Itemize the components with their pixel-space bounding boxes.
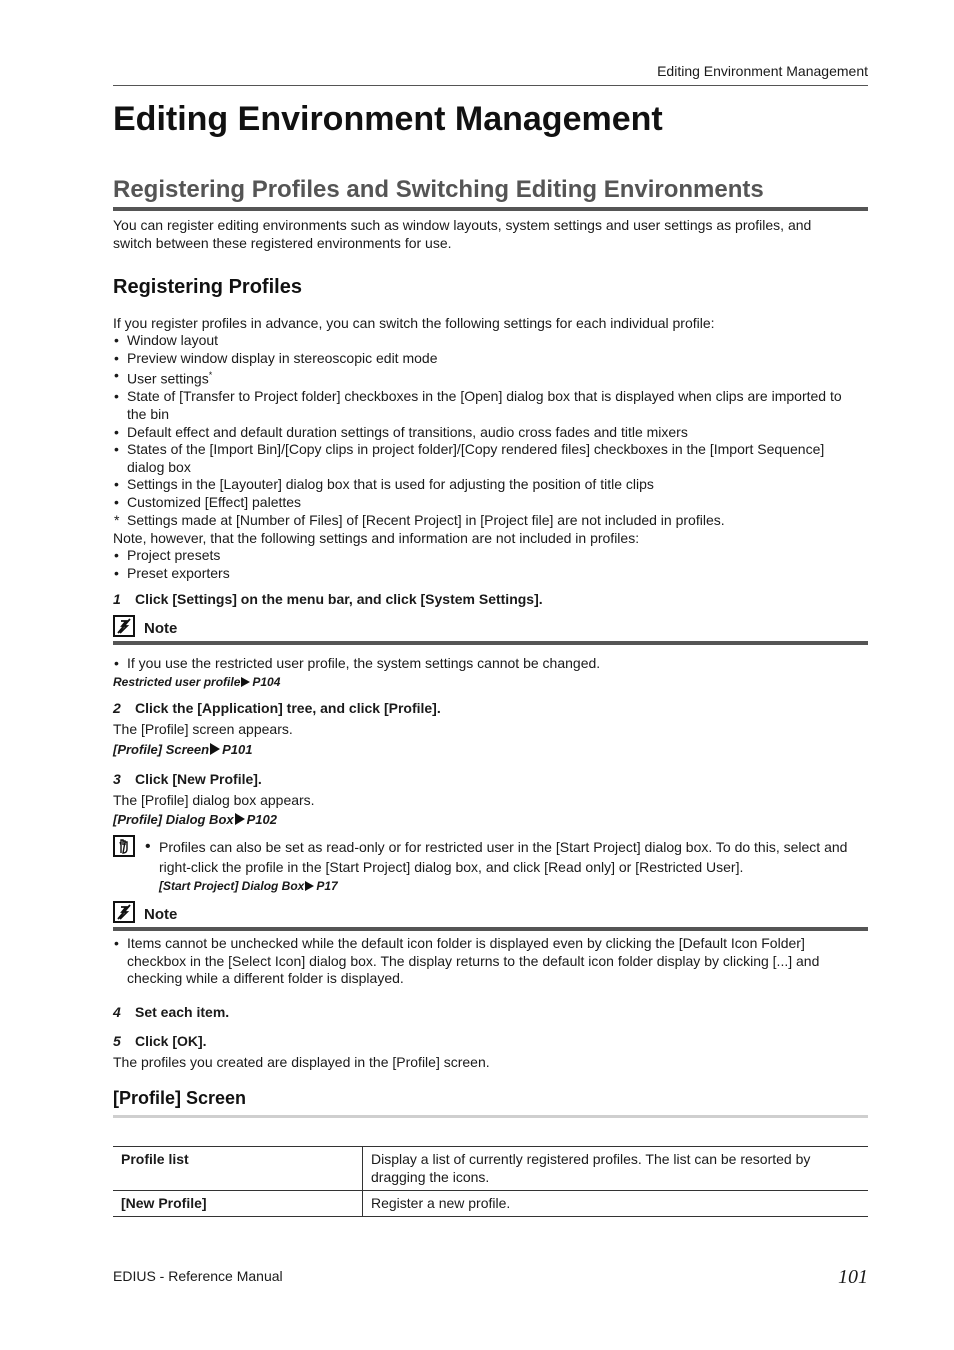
- list-item-text: the bin: [127, 406, 170, 423]
- tip-text: [145, 837, 868, 895]
- step-3-result: The [Profile] dialog box appears.: [113, 792, 315, 808]
- step-5: [113, 1032, 868, 1050]
- xref-text: Restricted user profile: [113, 674, 241, 689]
- xref-page: P102: [246, 812, 277, 827]
- arrow-right-icon: [210, 743, 220, 755]
- step-3: [113, 770, 868, 788]
- step-4: [113, 1003, 868, 1021]
- arrow-right-icon: [241, 677, 250, 687]
- settings-list: [113, 332, 868, 529]
- step-text: Set each item.: [135, 1004, 230, 1020]
- tip-line: right-click the profile in the [Start Project] dialog box, and click [Read only] or [Restricted User].: [159, 859, 744, 875]
- note-list: [113, 935, 868, 988]
- note-line: Items cannot be unchecked while the default icon folder is displayed even by clicking the [Default Icon Folder]: [127, 935, 805, 951]
- list-item: • Default effect and default duration settings of transitions, audio cross fades and title mixers: [113, 424, 868, 442]
- tip-item: [145, 837, 868, 877]
- note-item: • If you use the restricted user profile, the system settings cannot be changed.: [113, 655, 868, 673]
- note-label: Note: [144, 620, 178, 637]
- step-number: 5: [113, 1033, 121, 1049]
- step-number: 2: [113, 700, 121, 716]
- table-value-line: Register a new profile.: [371, 1195, 511, 1211]
- note-header: [113, 901, 868, 931]
- step-5-result: The profiles you created are displayed in the [Profile] screen.: [113, 1054, 490, 1070]
- profile-screen-table-wrap: [113, 1146, 868, 1217]
- table-row: [113, 1191, 868, 1217]
- table-key: Profile list: [113, 1147, 363, 1191]
- xref-page: P101: [222, 742, 253, 757]
- xref-start-project-dialog[interactable]: [145, 877, 868, 895]
- list-item: [113, 388, 868, 423]
- table-row: [113, 1147, 868, 1191]
- note-2: [113, 901, 868, 988]
- list-item: • Settings in the [Layouter] dialog box that is used for adjusting the position of title clips: [113, 476, 868, 494]
- xref-page: P17: [316, 879, 338, 893]
- subsection-title-registering: Registering Profiles: [113, 276, 302, 298]
- table-value: [363, 1147, 869, 1191]
- step-1: [113, 590, 868, 608]
- list-item: • Preview window display in stereoscopic edit mode: [113, 350, 868, 368]
- footnote-marker: *: [208, 370, 213, 381]
- xref-restricted-user-profile[interactable]: [113, 673, 868, 691]
- table-key: [New Profile]: [113, 1191, 363, 1217]
- list-item: [113, 367, 868, 388]
- step-text: Click [OK].: [135, 1033, 207, 1049]
- footer-title: EDIUS - Reference Manual: [113, 1268, 283, 1284]
- profile-screen-heading: [113, 1088, 868, 1118]
- tip-line: Profiles can also be set as read-only or for restricted user in the [Start Project] dialog box. To do this, select and: [159, 839, 848, 855]
- xref-page: P104: [252, 674, 281, 689]
- list-item: • Window layout: [113, 332, 868, 350]
- step-number: 3: [113, 771, 121, 787]
- chapter-title: Editing Environment Management: [113, 100, 663, 138]
- list-item: • Preset exporters: [113, 565, 868, 583]
- excluded-list: [113, 547, 868, 582]
- arrow-right-icon: [235, 813, 245, 825]
- note-line: checking while a different folder is displayed.: [127, 970, 404, 987]
- note-icon: [113, 901, 135, 923]
- lead-text: If you register profiles in advance, you can switch the following settings for each individual profile:: [113, 315, 715, 331]
- list-item: [113, 441, 868, 476]
- step-text: Click [New Profile].: [135, 771, 262, 787]
- table-value-line: dragging the icons.: [371, 1169, 490, 1185]
- subsection-title-profile-screen: [Profile] Screen: [113, 1088, 247, 1108]
- intro-line: switch between these registered environments for use.: [113, 235, 452, 251]
- exclusion-note: Note, however, that the following settings and information are not included in profiles:: [113, 530, 640, 547]
- note-line: checkbox in the [Select Icon] dialog box. The display returns to the default icon folder display by clicking [...] and: [127, 952, 820, 969]
- table-value: [363, 1191, 869, 1217]
- step-2-result: The [Profile] screen appears.: [113, 721, 293, 737]
- xref-profile-dialog-box[interactable]: [113, 811, 868, 829]
- profile-screen-table: [113, 1146, 868, 1217]
- step-number: 4: [113, 1004, 121, 1020]
- tip-block: [113, 835, 868, 895]
- xref-text: [Profile] Screen: [113, 742, 210, 757]
- step-text: Click the [Application] tree, and click [Profile].: [135, 700, 441, 716]
- footnote: * Settings made at [Number of Files] of [Recent Project] in [Project file] are not included in profiles.: [113, 512, 868, 530]
- arrow-right-icon: [305, 881, 314, 891]
- note-list: [113, 655, 868, 673]
- note-item: [113, 935, 868, 988]
- page-number: 101: [838, 1266, 868, 1288]
- note-icon: [113, 615, 135, 637]
- list-item-text: States of the [Import Bin]/[Copy clips in project folder]/[Copy rendered files] checkboxes in the [Import Sequence]: [127, 441, 825, 458]
- section-intro: [113, 216, 868, 252]
- list-item: • Customized [Effect] palettes: [113, 494, 868, 512]
- step-text: Click [Settings] on the menu bar, and click [System Settings].: [135, 591, 543, 607]
- list-item-text: dialog box: [127, 458, 191, 475]
- list-item-text: State of [Transfer to Project folder] checkboxes in the [Open] dialog box that is displayed when clips are imported to: [127, 388, 842, 405]
- list-item-text: User settings: [127, 370, 209, 387]
- note-1: [113, 615, 868, 691]
- xref-text: [Start Project] Dialog Box: [159, 879, 305, 893]
- registering-body: [113, 314, 868, 582]
- step-number: 1: [113, 591, 121, 607]
- table-value-line: Display a list of currently registered profiles. The list can be resorted by: [371, 1151, 811, 1167]
- hand-icon: [113, 835, 135, 857]
- step-2: [113, 699, 868, 717]
- note-label: Note: [144, 906, 178, 923]
- xref-text: [Profile] Dialog Box: [113, 812, 234, 827]
- intro-line: You can register editing environments such as window layouts, system settings and user settings as profiles, and: [113, 217, 812, 233]
- list-item: • Project presets: [113, 547, 868, 565]
- section-title: Registering Profiles and Switching Editing Environments: [113, 176, 868, 211]
- running-header: Editing Environment Management: [113, 63, 868, 86]
- note-header: [113, 615, 868, 645]
- xref-profile-screen[interactable]: [113, 741, 868, 759]
